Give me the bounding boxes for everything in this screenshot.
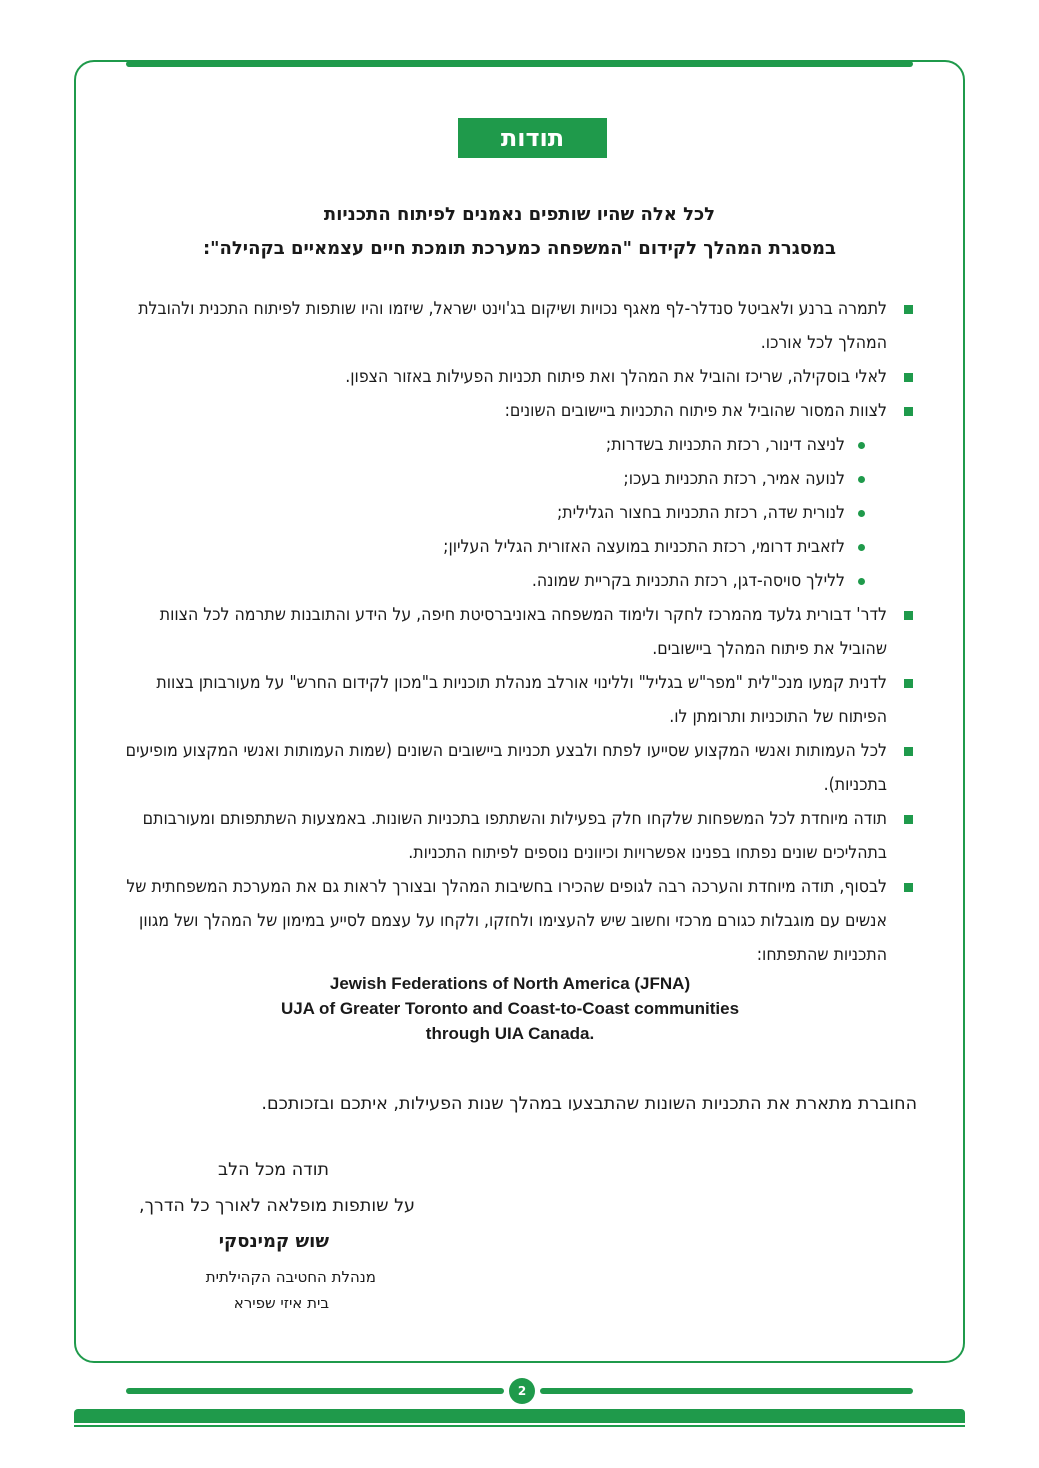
square-bullet-icon	[904, 373, 913, 382]
bottom-decorative-line-right	[540, 1388, 913, 1394]
dot-bullet-icon	[858, 510, 865, 517]
sub-list-item: לנורית שדה, רכזת התכניות בחצור הגלילית;	[122, 496, 917, 530]
square-bullet-icon	[904, 407, 913, 416]
list-item: לכל העמותות ואנשי המקצוע שסייעו לפתח ולבצע תכניות ביישובים השונים (שמות העמותות ואנשי המקצוע מופיעים בתכניות).	[122, 734, 917, 802]
dot-bullet-icon	[858, 544, 865, 551]
dot-bullet-icon	[858, 578, 865, 585]
list-item: לדנית קמעו מנכ"לית "מפר"ש בגליל" וללינוי אורלב מנהלת תוכניות ב"מכון לקידום החרש" על מעורבותן בצוות הפיתוח של התוכניות ותרומתן לו.	[122, 666, 917, 734]
list-item: לצוות המסור שהוביל את פיתוח התכניות ביישובים השונים:	[122, 394, 917, 428]
funder-line-1: Jewish Federations of North America (JFNA)	[329, 974, 691, 993]
square-bullet-icon	[904, 679, 913, 688]
square-bullet-icon	[904, 611, 913, 620]
closing-paragraph: החוברת מתארת את התכניות השונות שהתבצעו במהלך שנות הפעילות, איתכם ובזכותכם.	[261, 1094, 917, 1114]
bottom-decorative-line-left	[126, 1388, 504, 1394]
funder-line-3: through UIA Canada.	[425, 1024, 595, 1043]
page-title: תודות	[458, 118, 607, 158]
acknowledgements-list	[122, 292, 917, 972]
dot-bullet-icon	[858, 476, 865, 483]
list-item: לאלי בוסקילה, שריכז והוביל את המהלך ואת פיתוח תכניות הפעילות באזור הצפון.	[122, 360, 917, 394]
list-item: לתמרה ברנע ולאביטל סנדלר-לף מאגף נכויות ושיקום בג'וינט ישראל, שיזמו והיו שותפות לפיתוח התכנית ולהובלת המהלך לכל אורכו.	[122, 292, 917, 360]
sub-list-item: ללילך סויסה-דגן, רכזת התכניות בקריית שמונה.	[122, 564, 917, 598]
list-item: לבסוף, תודה מיוחדת והערכה רבה לגופים שהכירו בחשיבות המהלך ובצורך לראות גם את המערכת המשפחתית של אנשים עם מוגבלות כגורם מרכזי וחשוב שיש להעצימו ולחזקו, ולקחו על עצמם לסייע במימון של המהלך ושל מגוון התכניות שהתפתחו:	[122, 870, 917, 972]
top-decorative-bar	[126, 61, 913, 67]
sub-list-item: לזאבית דרומי, רכזת התכניות במועצה האזורית הגליל העליון;	[122, 530, 917, 564]
subtitle-line-1: לכל אלה שהיו שותפים נאמנים לפיתוח התכניות	[323, 204, 716, 225]
subtitle-line-2: במסגרת המהלך לקידום "המשפחה כמערכת תומכת חיים עצמאיים בקהילה":	[202, 238, 837, 259]
bottom-band	[74, 1409, 965, 1423]
list-item: לדר' דבורית גלעד מהמרכז לחקר ולימוד המשפחה באוניברסיטת חיפה, על הידע והתובנות שתרמה לכל הצוות שהוביל את פיתוח המהלך ביישובים.	[122, 598, 917, 666]
sub-list-item: לניצה דינור, רכזת התכניות בשדרות;	[122, 428, 917, 462]
square-bullet-icon	[904, 305, 913, 314]
signoff-partnership: על שותפות מופלאה לאורך כל הדרך,	[139, 1196, 415, 1216]
signatory-name: שוש קמינסקי	[218, 1231, 329, 1252]
page-number: 2	[509, 1378, 535, 1404]
dot-bullet-icon	[858, 442, 865, 449]
funder-line-2: UJA of Greater Toronto and Coast-to-Coast communities	[280, 999, 740, 1018]
square-bullet-icon	[904, 883, 913, 892]
bottom-band-line	[74, 1425, 965, 1427]
sub-list-item: לנועה אמיר, רכזת התכניות בעכו;	[122, 462, 917, 496]
square-bullet-icon	[904, 815, 913, 824]
list-item: תודה מיוחדת לכל המשפחות שלקחו חלק בפעילות והשתתפו בתכניות השונות. באמצעות השתתפותם ומעורבותם בתהליכים שונים נפתחו בפנינו אפשרויות וכיוונים נוספים לפיתוח התכניות.	[122, 802, 917, 870]
square-bullet-icon	[904, 747, 913, 756]
signatory-role: מנהלת החטיבה הקהילתית	[205, 1268, 376, 1286]
signatory-organization: בית איזי שפירא	[233, 1294, 329, 1312]
signoff-thanks: תודה מכל הלב	[218, 1160, 329, 1180]
